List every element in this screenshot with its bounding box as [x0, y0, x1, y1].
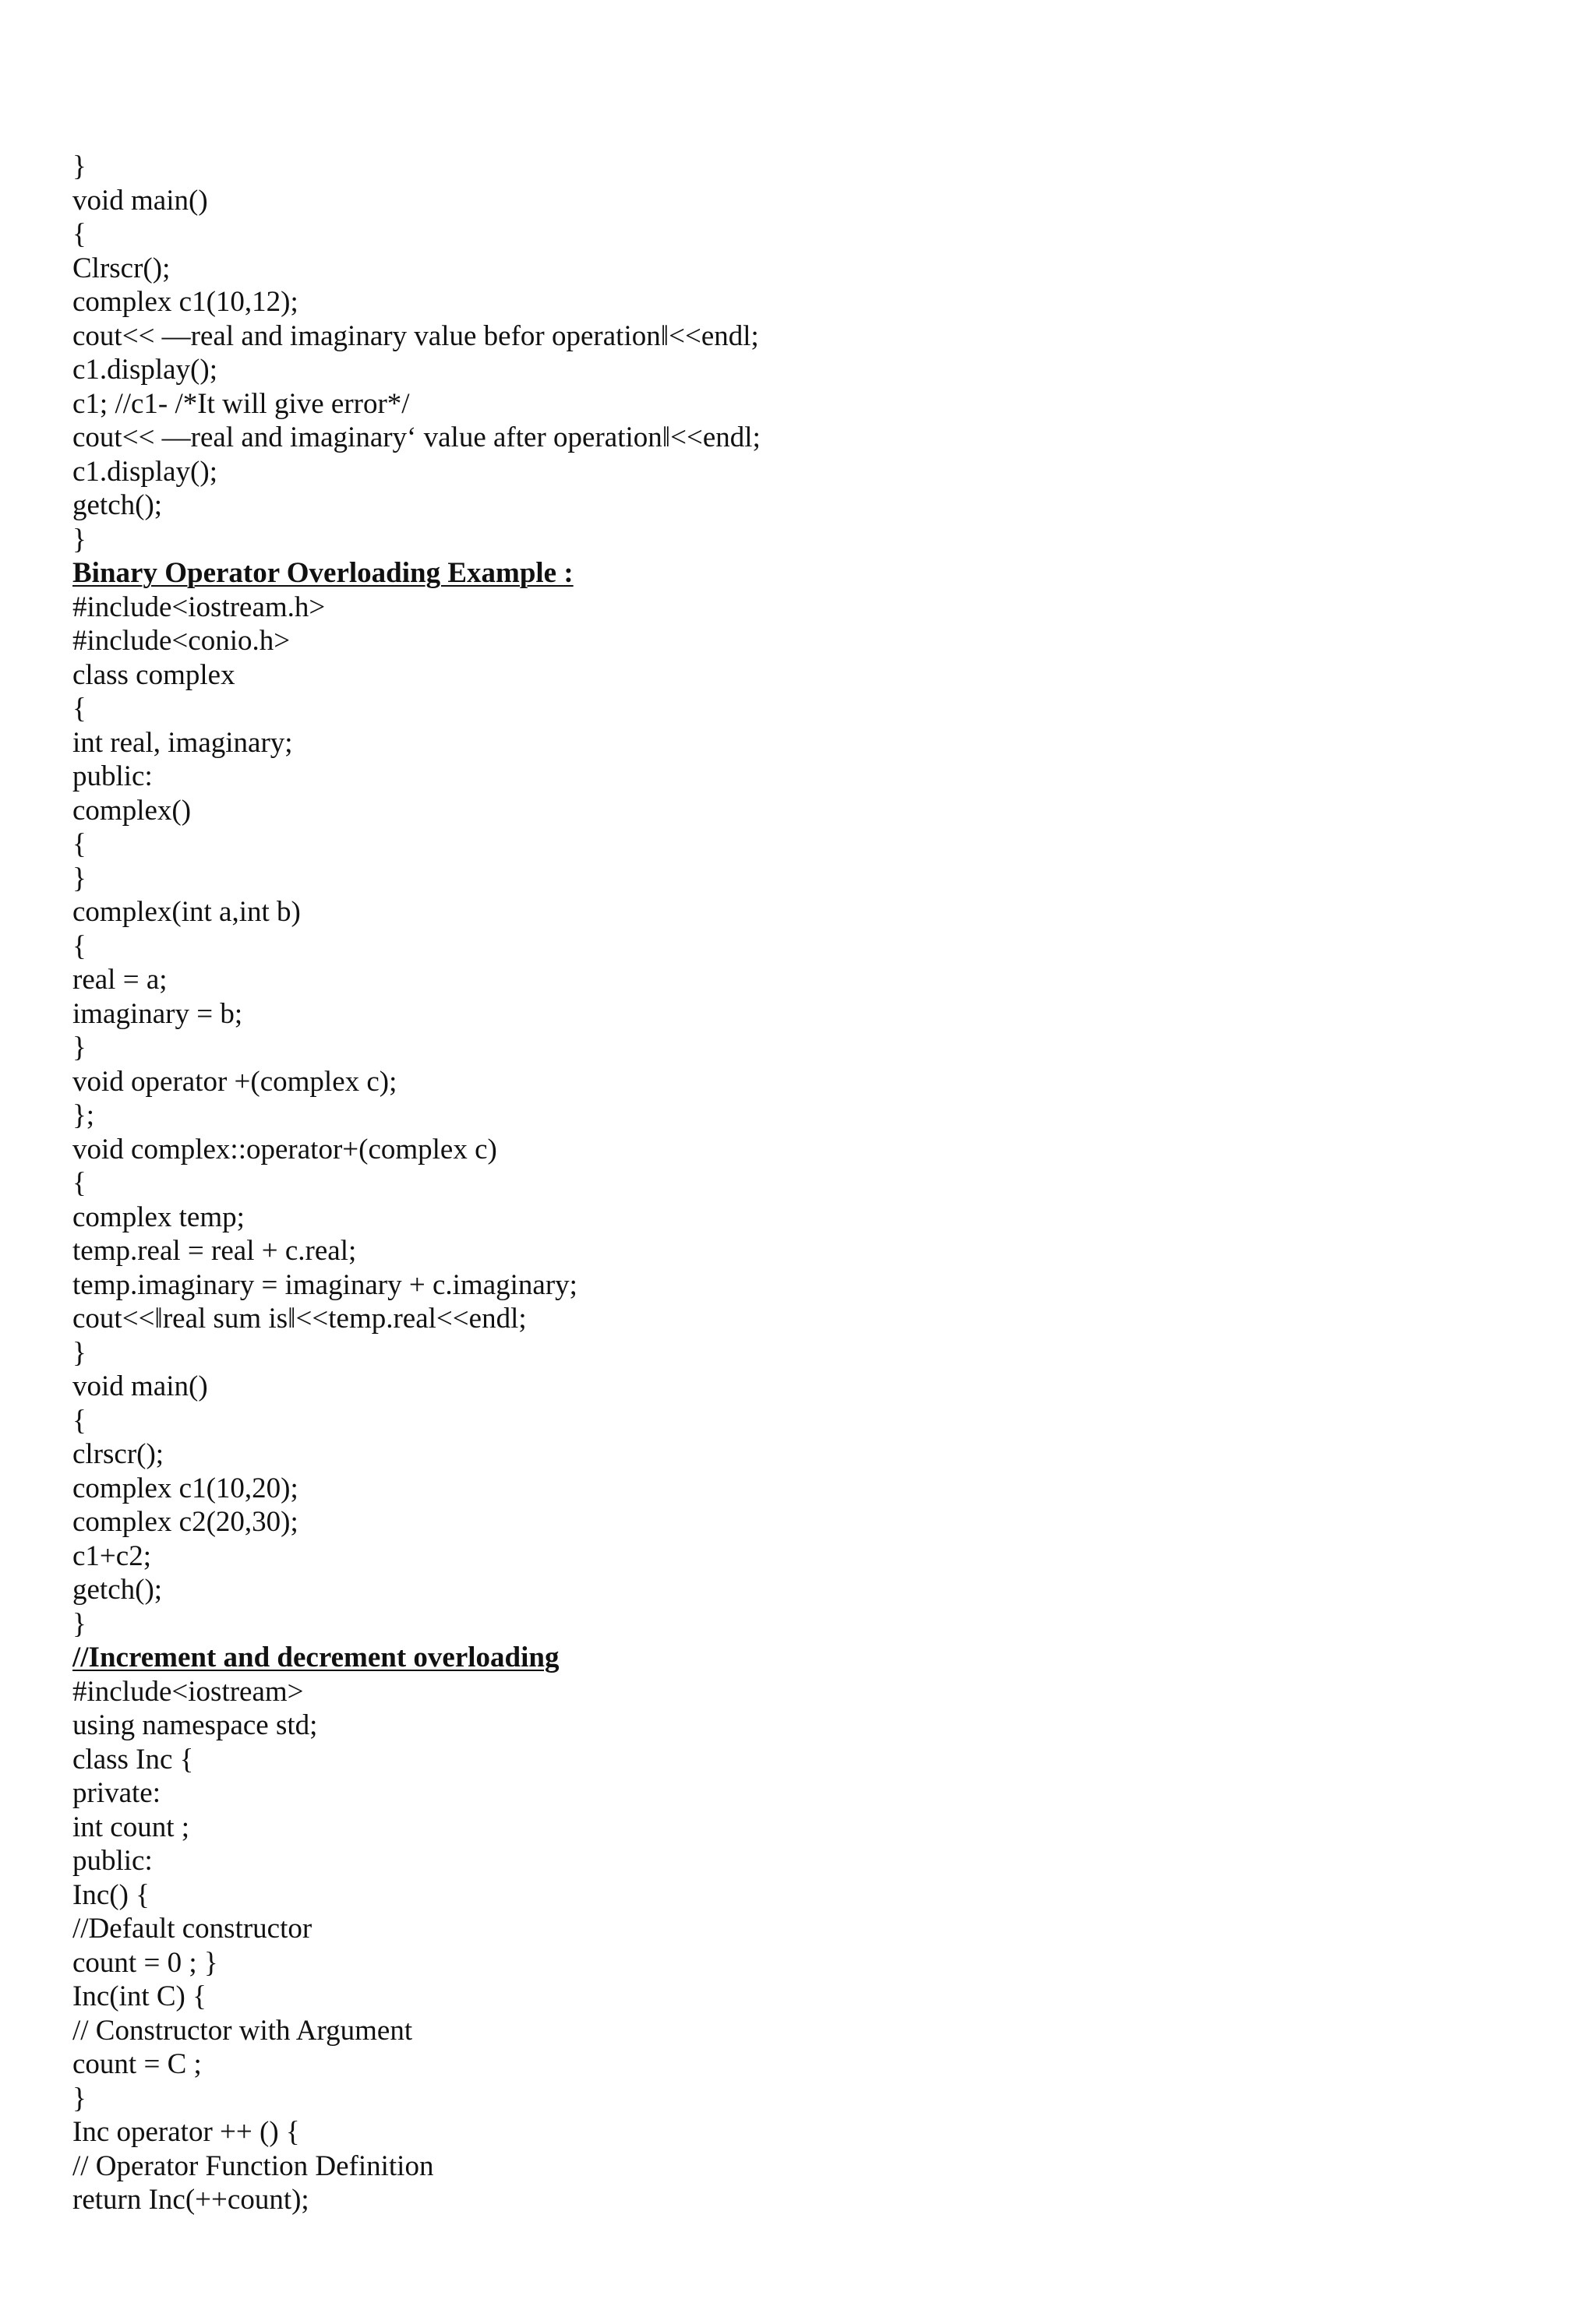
- code-line: #include<iostream.h>: [72, 591, 326, 623]
- code-line: cout<<‖real sum is‖<<temp.real<<endl;: [72, 1303, 527, 1335]
- code-line: }: [72, 1032, 87, 1063]
- code-line: Clrscr();: [72, 252, 171, 284]
- code-line: int count ;: [72, 1811, 190, 1843]
- code-line: public:: [72, 1845, 153, 1877]
- code-line: Inc(int C) {: [72, 1980, 207, 2012]
- code-line: }: [72, 2082, 87, 2114]
- code-line: void complex::operator+(complex c): [72, 1133, 497, 1166]
- code-line: return Inc(++count);: [72, 2184, 309, 2216]
- code-line: void main(): [72, 184, 208, 217]
- code-line: {: [72, 693, 87, 725]
- code-line: void main(): [72, 1370, 208, 1402]
- code-line: count = C ;: [72, 2048, 202, 2080]
- section-heading: //Increment and decrement overloading: [72, 1642, 560, 1673]
- code-line: imaginary = b;: [72, 997, 243, 1030]
- code-line: {: [72, 828, 87, 860]
- code-line: }: [72, 1607, 87, 1640]
- code-line: temp.imaginary = imaginary + c.imaginary;: [72, 1268, 577, 1301]
- code-line: class complex: [72, 658, 235, 691]
- code-line: complex temp;: [72, 1201, 245, 1233]
- code-listing: [72, 150, 761, 2217]
- code-line: temp.real = real + c.real;: [72, 1235, 357, 1267]
- code-line: complex c1(10,20);: [72, 1472, 298, 1504]
- code-line: complex c1(10,12);: [72, 286, 298, 318]
- code-line: #include<conio.h>: [72, 625, 291, 657]
- code-line: Inc operator ++ () {: [72, 2116, 300, 2148]
- code-line: public:: [72, 760, 153, 792]
- code-line: private:: [72, 1777, 161, 1809]
- code-line: {: [72, 218, 87, 250]
- code-line: #include<iostream>: [72, 1675, 304, 1708]
- code-line: // Operator Function Definition: [72, 2149, 434, 2182]
- code-line: complex(): [72, 794, 192, 827]
- code-line: cout<< —real and imaginary‘ value after operation‖<<endl;: [72, 421, 761, 453]
- code-line: {: [72, 1404, 87, 1437]
- code-line: clrscr();: [72, 1438, 164, 1470]
- code-line: {: [72, 929, 87, 962]
- code-line: // Constructor with Argument: [72, 2014, 413, 2047]
- code-line: real = a;: [72, 964, 168, 996]
- code-line: {: [72, 1167, 87, 1199]
- code-line: c1.display();: [72, 354, 217, 386]
- code-line: c1.display();: [72, 455, 217, 488]
- code-line: int real, imaginary;: [72, 726, 293, 759]
- code-line: class Inc {: [72, 1743, 194, 1776]
- code-line: //Default constructor: [72, 1913, 312, 1945]
- code-line: }: [72, 523, 87, 555]
- code-line: c1; //c1- /*It will give error*/: [72, 387, 410, 420]
- code-line: }: [72, 1336, 87, 1369]
- code-line: complex c2(20,30);: [72, 1506, 298, 1538]
- code-line: Inc() {: [72, 1878, 150, 1911]
- code-line: getch();: [72, 489, 163, 521]
- code-line: getch();: [72, 1574, 163, 1606]
- code-line: };: [72, 1099, 95, 1131]
- code-line: }: [72, 150, 87, 182]
- code-line: using namespace std;: [72, 1709, 318, 1741]
- section-heading: Binary Operator Overloading Example :: [72, 557, 574, 589]
- code-line: c1+c2;: [72, 1539, 151, 1572]
- code-line: complex(int a,int b): [72, 896, 301, 928]
- code-line: void operator +(complex c);: [72, 1065, 397, 1098]
- code-line: cout<< —real and imaginary value befor operation‖<<endl;: [72, 319, 759, 352]
- code-line: count = 0 ; }: [72, 1946, 218, 1979]
- code-line: }: [72, 862, 87, 894]
